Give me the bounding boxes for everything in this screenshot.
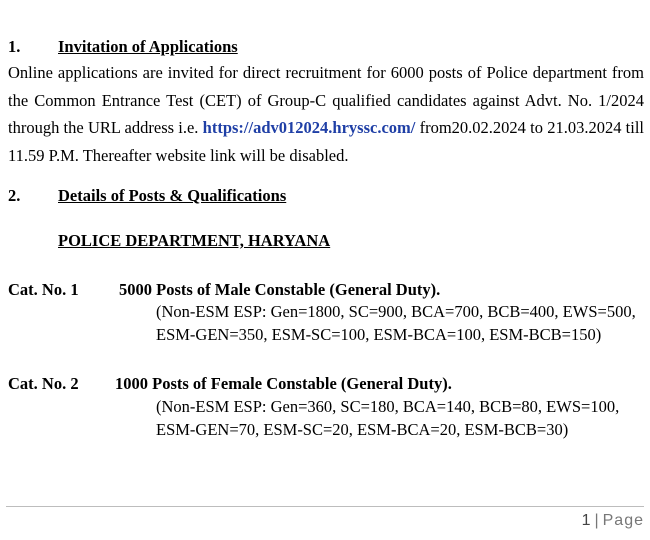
category-1-breakup-line-2: ESM-GEN=350, ESM-SC=100, ESM-BCA=100, ESM-BCB=150) [156,325,602,344]
recruitment-url-link[interactable]: https://adv012024.hryssc.com/ [202,118,416,137]
category-2-breakup-line-1: (Non-ESM ESP: Gen=360, SC=180, BCA=140, BCB=80, EWS=100, [156,397,620,416]
category-1-label: Cat. No. 1 [8,280,79,299]
footer-divider [6,506,644,507]
paragraph-text: from20.02.2024 to 21.03.2024 till [419,118,645,137]
category-1-breakup-line-1: (Non-ESM ESP: Gen=1800, SC=900, BCA=700, BCB=400, EWS=500, [156,302,636,321]
section-1-number: 1. [8,37,21,56]
page-label: Page [602,512,644,529]
paragraph-line: 11.59 P.M. Thereafter website link will be disabled. [8,145,349,165]
paragraph-line: the Common Entrance Test (CET) of Group-C qualified candidates against Advt. No. 1/2024 [8,90,644,110]
page-footer [582,512,644,530]
department-heading: POLICE DEPARTMENT, HARYANA [58,231,331,250]
section-1-heading: Invitation of Applications [58,37,238,56]
section-2-number: 2. [8,186,21,205]
category-2-title: 1000 Posts of Female Constable (General Duty). [115,374,452,393]
category-1-title: 5000 Posts of Male Constable (General Duty). [119,280,441,299]
category-2-breakup-line-2: ESM-GEN=70, ESM-SC=20, ESM-BCA=20, ESM-BCB=30) [156,420,569,439]
category-2-label: Cat. No. 2 [8,374,79,393]
section-2-heading: Details of Posts & Qualifications [58,186,287,205]
page-separator: | [594,512,599,529]
paragraph-line: Online applications are invited for direct recruitment for 6000 posts of Police department from [8,63,644,82]
page-number: 1 [581,512,591,529]
section-1-paragraph [8,59,644,169]
paragraph-line-with-link [8,114,644,142]
paragraph-text: through the URL address i.e. [8,118,199,137]
